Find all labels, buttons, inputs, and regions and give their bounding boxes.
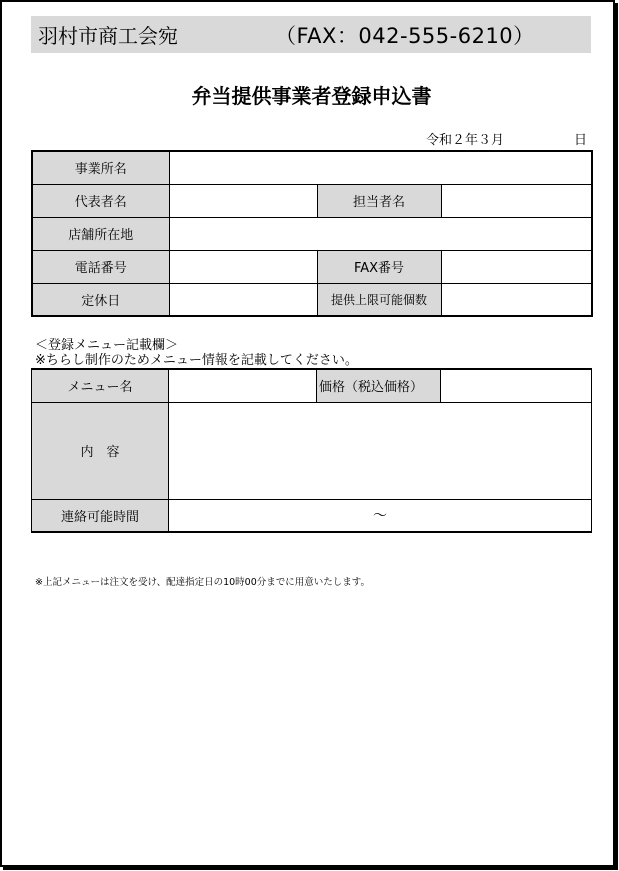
- menu-section-heading: ＜登録メニュー記載欄＞: [35, 338, 179, 353]
- menu-name-label: メニュー名: [32, 369, 169, 402]
- address-label: 店舗所在地: [32, 217, 169, 250]
- table-row: [32, 250, 592, 283]
- business-name-field[interactable]: [169, 151, 592, 184]
- holiday-field[interactable]: [169, 283, 317, 316]
- max-quantity-label: 提供上限可能個数: [317, 283, 441, 316]
- business-name-label: 事業所名: [32, 151, 169, 184]
- contact-hours-label: 連絡可能時間: [32, 499, 169, 532]
- representative-field[interactable]: [169, 184, 317, 217]
- content-field[interactable]: [169, 402, 592, 499]
- business-info-table: [31, 150, 593, 317]
- table-row: [32, 499, 592, 532]
- date-era-month: 令和２年３月: [426, 133, 505, 148]
- fax-label: FAX番号: [317, 250, 441, 283]
- phone-label: 電話番号: [32, 250, 169, 283]
- fax-field[interactable]: [441, 250, 592, 283]
- table-row: [32, 184, 592, 217]
- holiday-label: 定休日: [32, 283, 169, 316]
- contact-person-field[interactable]: [441, 184, 592, 217]
- contact-hours-field[interactable]: ～: [169, 499, 592, 532]
- menu-name-field[interactable]: [169, 369, 317, 402]
- table-row: [32, 369, 592, 402]
- menu-table: [31, 368, 592, 533]
- table-row: [32, 402, 592, 499]
- date-day-suffix: 日: [574, 133, 588, 148]
- table-row: [32, 283, 592, 316]
- fax-number: （FAX：042-555-6210）: [275, 23, 535, 48]
- contact-person-label: 担当者名: [317, 184, 441, 217]
- menu-section-note: ※ちらし制作のためメニュー情報を記載してください。: [35, 353, 358, 368]
- address-field[interactable]: [169, 217, 592, 250]
- max-quantity-field[interactable]: [441, 283, 592, 316]
- footnote: ※上記メニューは注文を受け、配達指定日の10時00分までに用意いたします。: [35, 577, 370, 588]
- price-field[interactable]: [441, 369, 592, 402]
- content-label: 内 容: [32, 402, 169, 499]
- recipient-label: 羽村市商工会宛: [38, 24, 178, 48]
- phone-field[interactable]: [169, 250, 317, 283]
- representative-label: 代表者名: [32, 184, 169, 217]
- document-title: 弁当提供事業者登録申込書: [191, 84, 432, 108]
- table-row: [32, 217, 592, 250]
- price-label: 価格（税込価格）: [317, 369, 441, 402]
- header-band: [31, 16, 591, 53]
- table-row: [32, 151, 592, 184]
